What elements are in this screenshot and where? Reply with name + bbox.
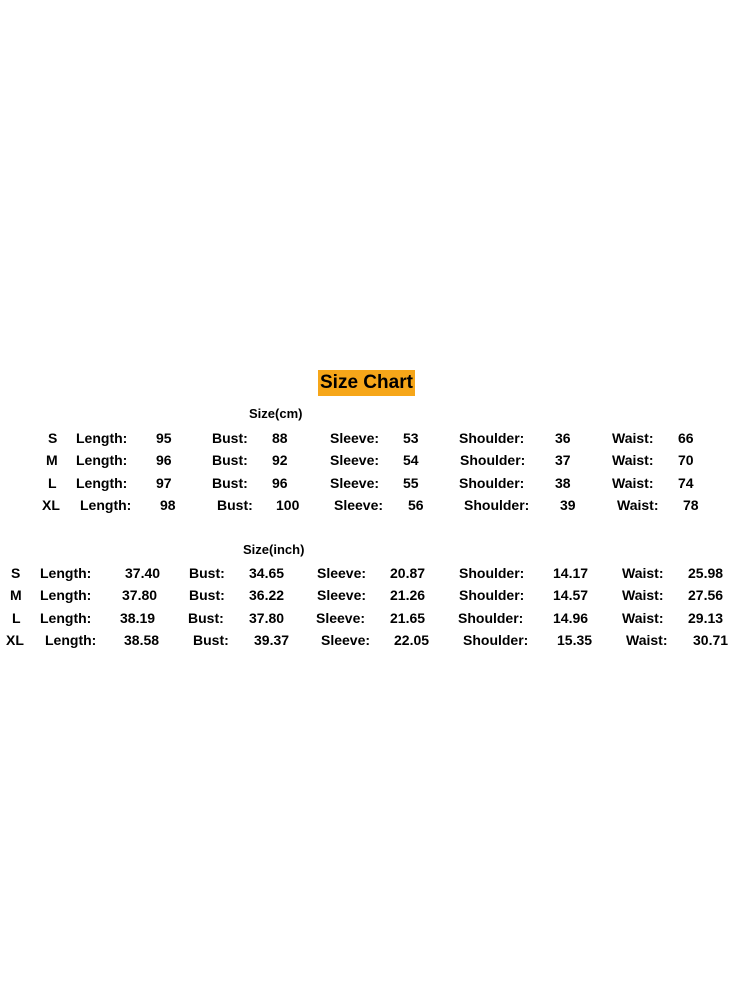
inch-shoulder-value: 14.96 (553, 610, 589, 626)
inch-length-value: 37.40 (125, 565, 161, 581)
inch-length-value: 38.19 (120, 610, 156, 626)
inch-bust-label: Bust: (189, 587, 225, 603)
inch-size-label: L (12, 610, 21, 626)
inch-shoulder-value: 14.17 (553, 565, 589, 581)
cm-length-value: 95 (156, 430, 172, 446)
cm-waist-label: Waist: (612, 452, 654, 468)
cm-bust-value: 96 (272, 475, 288, 491)
cm-length-label: Length: (76, 430, 128, 446)
cm-length-label: Length: (76, 475, 128, 491)
inch-length-label: Length: (45, 632, 97, 648)
cm-waist-value: 66 (678, 430, 694, 446)
cm-bust-value: 100 (276, 497, 300, 513)
inch-shoulder-label: Shoulder: (458, 610, 524, 626)
inch-shoulder-value: 14.57 (553, 587, 589, 603)
inch-size-label: XL (6, 632, 24, 648)
cm-length-value: 97 (156, 475, 172, 491)
cm-sleeve-value: 54 (403, 452, 419, 468)
inch-waist-value: 30.71 (693, 632, 729, 648)
inch-waist-value: 29.13 (688, 610, 724, 626)
cm-bust-label: Bust: (212, 430, 248, 446)
inch-length-value: 37.80 (122, 587, 158, 603)
inch-waist-label: Waist: (622, 610, 664, 626)
inch-sleeve-label: Sleeve: (321, 632, 371, 648)
cm-shoulder-label: Shoulder: (460, 452, 526, 468)
cm-waist-value: 78 (683, 497, 699, 513)
inch-bust-value: 36.22 (249, 587, 285, 603)
inch-bust-value: 39.37 (254, 632, 290, 648)
cm-shoulder-value: 39 (560, 497, 576, 513)
inch-waist-value: 25.98 (688, 565, 724, 581)
cm-sleeve-label: Sleeve: (330, 452, 380, 468)
cm-waist-value: 70 (678, 452, 694, 468)
cm-waist-label: Waist: (617, 497, 659, 513)
inch-heading: Size(inch) (243, 542, 305, 557)
inch-bust-label: Bust: (189, 565, 225, 581)
cm-sleeve-value: 53 (403, 430, 419, 446)
inch-shoulder-label: Shoulder: (459, 587, 525, 603)
cm-size-label: L (48, 475, 57, 491)
inch-sleeve-value: 21.26 (390, 587, 426, 603)
cm-size-label: M (46, 452, 58, 468)
cm-length-value: 98 (160, 497, 176, 513)
cm-bust-value: 92 (272, 452, 288, 468)
inch-sleeve-label: Sleeve: (316, 610, 366, 626)
cm-shoulder-value: 37 (555, 452, 571, 468)
cm-waist-label: Waist: (612, 430, 654, 446)
inch-shoulder-label: Shoulder: (459, 565, 525, 581)
cm-size-label: XL (42, 497, 60, 513)
cm-sleeve-value: 56 (408, 497, 424, 513)
cm-length-label: Length: (80, 497, 132, 513)
cm-sleeve-value: 55 (403, 475, 419, 491)
inch-length-label: Length: (40, 565, 92, 581)
inch-waist-value: 27.56 (688, 587, 724, 603)
page-title: Size Chart (318, 370, 415, 396)
inch-waist-label: Waist: (626, 632, 668, 648)
cm-size-label: S (48, 430, 58, 446)
cm-shoulder-label: Shoulder: (464, 497, 530, 513)
cm-sleeve-label: Sleeve: (334, 497, 384, 513)
inch-bust-value: 37.80 (249, 610, 285, 626)
inch-sleeve-value: 20.87 (390, 565, 426, 581)
cm-bust-value: 88 (272, 430, 288, 446)
cm-sleeve-label: Sleeve: (330, 430, 380, 446)
cm-bust-label: Bust: (212, 452, 248, 468)
inch-waist-label: Waist: (622, 565, 664, 581)
inch-sleeve-label: Sleeve: (317, 587, 367, 603)
inch-length-label: Length: (40, 610, 92, 626)
cm-shoulder-label: Shoulder: (459, 430, 525, 446)
inch-length-label: Length: (40, 587, 92, 603)
inch-bust-label: Bust: (188, 610, 224, 626)
inch-sleeve-value: 21.65 (390, 610, 426, 626)
cm-waist-label: Waist: (612, 475, 654, 491)
inch-bust-value: 34.65 (249, 565, 285, 581)
inch-shoulder-label: Shoulder: (463, 632, 529, 648)
cm-heading: Size(cm) (249, 406, 303, 421)
cm-sleeve-label: Sleeve: (330, 475, 380, 491)
inch-sleeve-label: Sleeve: (317, 565, 367, 581)
cm-waist-value: 74 (678, 475, 694, 491)
cm-bust-label: Bust: (217, 497, 253, 513)
inch-size-label: S (11, 565, 21, 581)
cm-bust-label: Bust: (212, 475, 248, 491)
inch-bust-label: Bust: (193, 632, 229, 648)
inch-sleeve-value: 22.05 (394, 632, 430, 648)
cm-length-label: Length: (76, 452, 128, 468)
inch-size-label: M (10, 587, 22, 603)
inch-length-value: 38.58 (124, 632, 160, 648)
cm-shoulder-value: 38 (555, 475, 571, 491)
cm-shoulder-value: 36 (555, 430, 571, 446)
cm-shoulder-label: Shoulder: (459, 475, 525, 491)
inch-waist-label: Waist: (622, 587, 664, 603)
inch-shoulder-value: 15.35 (557, 632, 593, 648)
cm-length-value: 96 (156, 452, 172, 468)
